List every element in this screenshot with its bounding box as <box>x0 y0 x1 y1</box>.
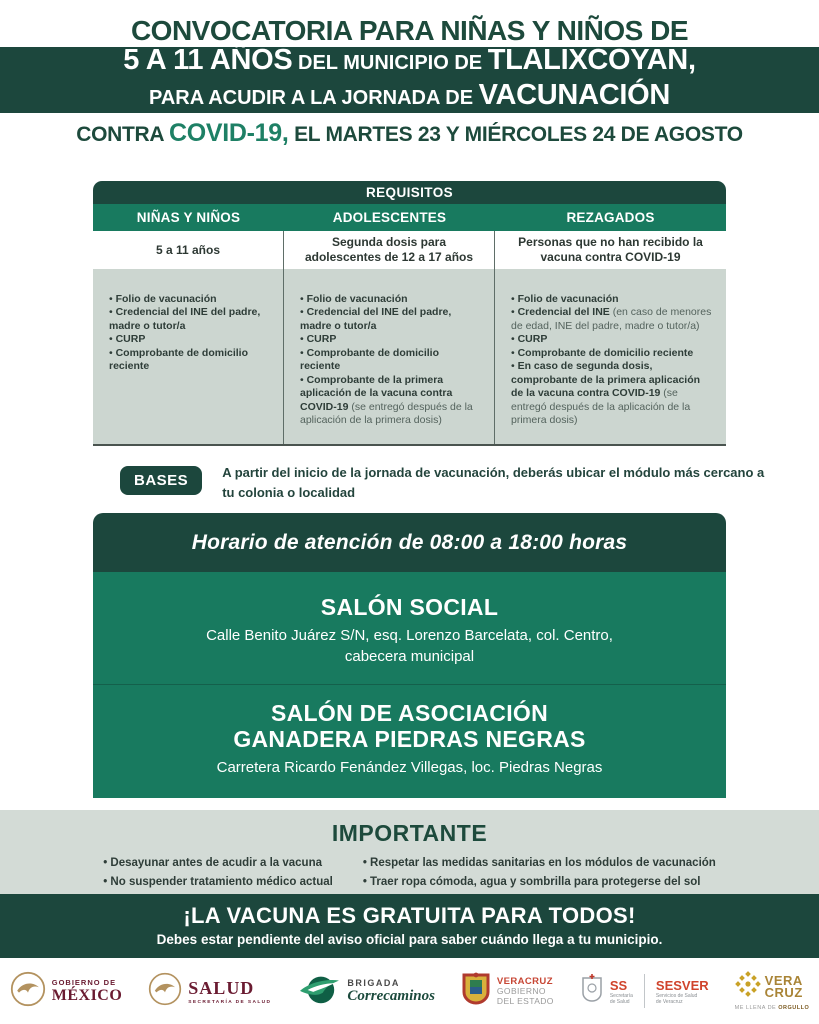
bullet-item: • En caso de segunda dosis, comprobante de la primera aplicación de la vacuna contra COVID-19 (se entregó después de la aplicación de la primera dosis) <box>511 360 701 426</box>
venues-list <box>93 572 726 798</box>
subtitle-post: EL MARTES 23 Y MIÉRCOLES 24 DE AGOSTO <box>288 123 743 146</box>
requisitos-table <box>93 181 726 446</box>
gratuita-title: ¡LA VACUNA ES GRATUITA PARA TODOS! <box>183 903 636 928</box>
logo-veracruz-orgullo <box>735 971 810 1011</box>
logo-gobierno-de-mexico <box>10 971 123 1012</box>
bullet-item: • No suspender tratamiento médico actual <box>103 875 333 888</box>
logo-divider <box>644 974 645 1008</box>
salud-sublabel: SECRETARÍA DE SALUD <box>188 999 272 1005</box>
age-range-text: 5 A 11 AÑOS <box>123 44 293 76</box>
venue-address <box>93 757 726 778</box>
bullet-item: • CURP <box>300 333 337 346</box>
tagline-pre: ME LLENA DE <box>734 1005 779 1011</box>
sesver-sublabel-1: Servicios de Salud <box>655 992 698 999</box>
correcaminos-label: Correcaminos <box>347 987 435 1004</box>
logo-brigada-correcaminos <box>297 970 435 1013</box>
tagline-bold: ORGULLO <box>778 1005 810 1011</box>
bullet-item: • Comprobante de la primera aplicación de la vacuna contra COVID-19 (se entregó después de la aplicación de la primera dosis) <box>300 373 473 426</box>
bullet-item: • CURP <box>511 333 548 346</box>
bullet-item: • Traer ropa cómoda, agua y sombrilla para protegerse del sol <box>362 875 701 888</box>
importante-title: IMPORTANTE <box>331 820 488 846</box>
orgullo-tagline <box>735 1005 810 1011</box>
logo-veracruz-gobierno <box>461 971 554 1012</box>
subheader-rezagados: Personas que no han recibido la vacuna contra COVID-19 <box>518 235 703 264</box>
covid19-highlight: COVID-19, <box>168 119 289 147</box>
horario-header: Horario de atención de 08:00 a 18:00 horas <box>93 513 726 572</box>
ss-shield-icon <box>580 973 604 1010</box>
venue-salon-social <box>93 594 726 667</box>
venue-title-line: SALÓN DE ASOCIACIÓN <box>270 700 549 726</box>
gratuita-subtitle: Debes estar pendiente del aviso oficial para saber cuándo llega a tu municipio. <box>156 932 663 947</box>
column-header-rezagados: REZAGADOS <box>566 210 655 225</box>
bullet-item: • Comprobante de domicilio reciente <box>511 346 694 359</box>
requirements-cell-ninas <box>93 269 284 444</box>
requisitos-title: REQUISITOS <box>93 181 726 204</box>
vacunacion-text: VACUNACIÓN <box>478 79 671 111</box>
venue-address-line: Calle Benito Juárez S/N, esq. Lorenzo Barcelata, col. Centro, <box>206 627 613 644</box>
header-band-line2 <box>0 80 819 115</box>
veracruz-shield-icon <box>461 971 491 1012</box>
requirements-cell-rezagados <box>495 269 726 444</box>
bullet-item: • Credencial del INE (en caso de menores de edad, INE del padre, madre o tutor/a) <box>511 306 712 332</box>
salud-label: SALUD <box>188 977 255 998</box>
bases-badge: BASES <box>120 466 202 495</box>
importante-left-column <box>103 854 333 892</box>
importante-right-column <box>363 854 716 892</box>
bases-text: A partir del inicio de la jornada de vacunación, deberás ubicar el módulo más cercano a tu colonia o localidad <box>222 465 765 500</box>
vera-label: VERA <box>764 972 803 988</box>
venue-salon-ganadera <box>93 700 726 778</box>
del-estado-label: DEL ESTADO <box>496 995 554 1006</box>
venue-address-line: Carretera Ricardo Fenández Villegas, loc. Piedras Negras <box>216 759 603 776</box>
bullet-item: • Folio de vacunación <box>511 293 619 305</box>
column-header-adolescentes: ADOLESCENTES <box>332 210 447 225</box>
jornada-text: PARA ACUDIR A LA JORNADA DE <box>148 87 479 109</box>
requirements-cell-adolescentes <box>284 269 495 444</box>
venue-divider <box>93 684 726 685</box>
municipio-text: DEL MUNICIPIO DE <box>292 52 488 74</box>
roadrunner-bird-icon <box>297 970 341 1013</box>
requisitos-subheaders <box>93 231 726 269</box>
bullet-item: • Desayunar antes de acudir a la vacuna <box>103 857 322 869</box>
salud-eagle-seal-icon <box>148 972 182 1011</box>
mexico-eagle-seal-icon <box>10 971 46 1012</box>
sesver-sublabel-2: de Veracruz <box>655 998 683 1005</box>
venue-address-line: cabecera municipal <box>344 648 475 665</box>
venue-title-line: GANADERA PIEDRAS NEGRAS <box>233 726 586 752</box>
subheader-ninas: 5 a 11 años <box>93 231 284 269</box>
cruz-label: CRUZ <box>764 984 803 1000</box>
bullet-item: • Comprobante de domicilio reciente <box>109 346 249 373</box>
header-dark-band <box>0 44 819 113</box>
municipality-name: TLALIXCOYAN, <box>487 44 696 76</box>
ss-label: SS <box>609 977 628 993</box>
bullet-item: • Folio de vacunación <box>300 293 408 305</box>
gobmx-label-top: GOBIERNO DE <box>51 977 117 987</box>
gratuita-band <box>0 894 819 958</box>
horario-box <box>93 513 726 798</box>
venue-title <box>93 700 726 752</box>
requisitos-column-headers <box>93 204 726 231</box>
sesver-label: SESVER <box>655 977 709 993</box>
subheader-adolescentes: Segunda dosis para adolescentes de 12 a 17 años <box>284 231 495 269</box>
header-band-line1 <box>0 45 819 80</box>
logo-salud <box>148 972 271 1011</box>
bullet-item: • CURP <box>109 333 146 346</box>
venue-title: SALÓN SOCIAL <box>320 594 499 620</box>
bases-section <box>120 463 777 502</box>
bullet-item: • Respetar las medidas sanitarias en los módulos de vacunación <box>362 857 716 869</box>
venue-address <box>93 625 726 667</box>
ss-sublabel-1: Secretaría <box>609 992 633 999</box>
bullet-item: • Folio de vacunación <box>109 293 217 305</box>
poster-subtitle <box>0 119 819 148</box>
requisitos-body <box>93 269 726 446</box>
poster-title-line1: CONVOCATORIA PARA NIÑAS Y NIÑOS DE <box>130 15 689 46</box>
bullet-item: • Comprobante de domicilio reciente <box>300 346 440 373</box>
subtitle-pre: CONTRA <box>76 123 169 146</box>
column-header-ninas: NIÑAS Y NIÑOS <box>136 210 241 225</box>
veracruz-label: VERACRUZ <box>496 975 553 987</box>
importante-section <box>0 810 819 894</box>
importante-bullets <box>0 854 819 892</box>
footer-logos <box>0 958 819 1024</box>
ss-sublabel-2: de Salud <box>609 998 630 1005</box>
gobmx-label-bottom: MÉXICO <box>51 986 123 1004</box>
brigada-label: BRIGADA <box>347 977 400 988</box>
bullet-item: • Credencial del INE del padre, madre o tutor/a <box>300 306 452 332</box>
logo-ss-sesver <box>580 973 709 1010</box>
gold-ornament-icon <box>735 971 761 1002</box>
gobierno-label: GOBIERNO <box>496 985 546 996</box>
bullet-item: • Credencial del INE del padre, madre o tutor/a <box>109 306 261 332</box>
